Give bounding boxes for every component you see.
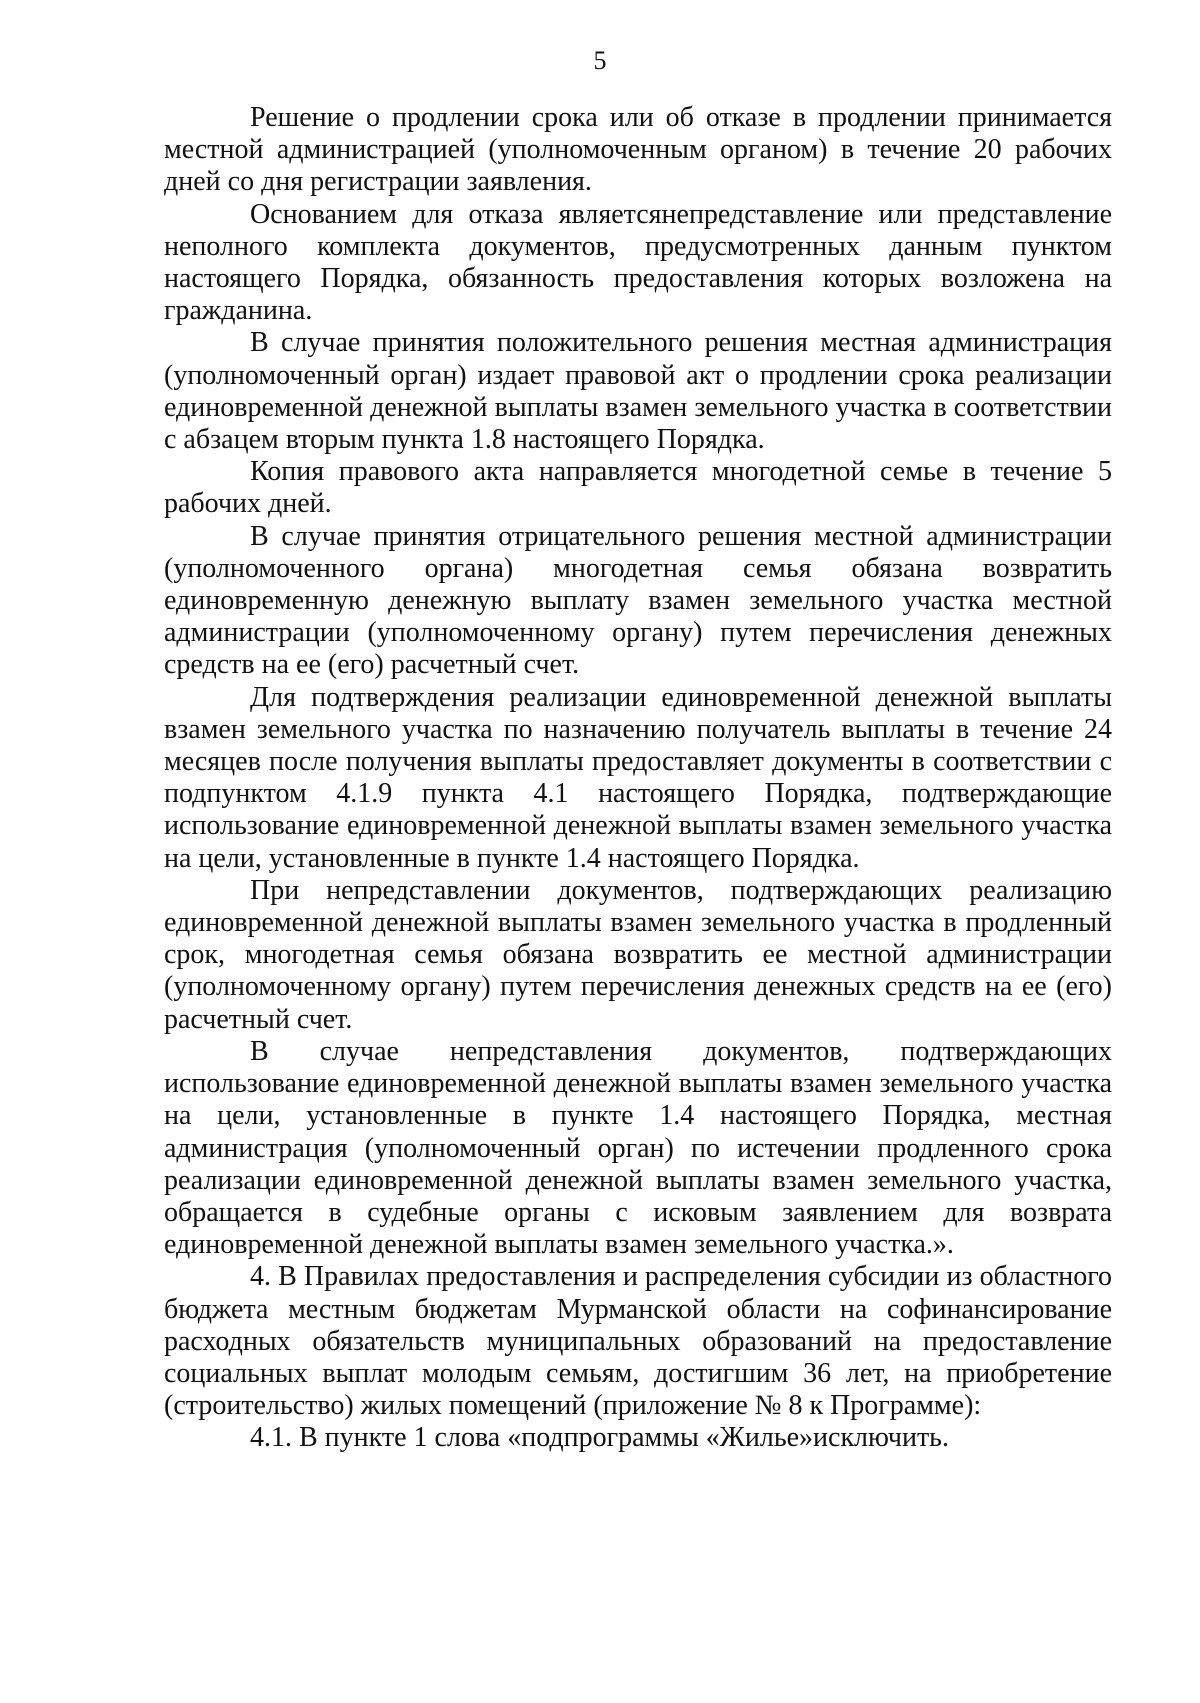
- page-number: 5: [593, 46, 607, 75]
- paragraph-extension-decision: Решение о продлении срока или об отказе в продлении принимается местной администрацией (уполномоченным органом) в течение 20 рабочих дней со дня регистрации заявления.: [164, 102, 1112, 198]
- paragraph-court-claim: В случае непредставления документов, подтверждающих использование единовременной денежной выплаты взамен земельного участка на цели, установленные в пункте 1.4 настоящего Порядка, местная администрация (уполномоченный орган) по истечении продленного срока реализации единовременной денежной выплаты взамен земельного участка, обращается в судебные органы с исковым заявлением для возврата единовременной денежной выплаты взамен земельного участка.».: [164, 1035, 1112, 1261]
- paragraph-confirmation: Для подтверждения реализации единовременной денежной выплаты взамен земельного участка по назначению получатель выплаты в течение 24 месяцев после получения выплаты предоставляет документы в соответствии с подпунктом 4.1.9 пункта 4.1 настоящего Порядка, подтверждающие использование единовременной денежной выплаты взамен земельного участка на цели, установленные в пункте 1.4 настоящего Порядка.: [164, 681, 1112, 874]
- paragraph-positive-decision: В случае принятия положительного решения местная администрация (уполномоченный орган) издает правовой акт о продлении срока реализации единовременной денежной выплаты взамен земельного участка в соответствии с абзацем вторым пункта 1.8 настоящего Порядка.: [164, 327, 1112, 456]
- paragraph-negative-decision: В случае принятия отрицательного решения местной администрации (уполномоченного органа) многодетная семья обязана возвратить единовременную денежную выплату взамен земельного участка местной администрации (уполномоченному органу) путем перечисления денежных средств на ее (его) расчетный счет.: [164, 520, 1112, 681]
- paragraph-refusal-grounds: Основанием для отказа являетсянепредставление или представление неполного комплекта документов, предусмотренных данным пунктом настоящего Порядка, обязанность предоставления которых возложена на гражданина.: [164, 198, 1112, 327]
- paragraph-act-copy: Копия правового акта направляется многодетной семье в течение 5 рабочих дней.: [164, 456, 1112, 520]
- paragraph-non-submission: При непредставлении документов, подтверждающих реализацию единовременной денежной выплаты взамен земельного участка в продленный срок, многодетная семья обязана возвратить ее местной администрации (уполномоченному органу) путем перечисления денежных средств на ее (его) расчетный счет.: [164, 874, 1112, 1035]
- paragraph-item-4: 4. В Правилах предоставления и распределения субсидии из областного бюджета местным бюджетам Мурманской области на софинансирование расходных обязательств муниципальных образований на предоставление социальных выплат молодым семьям, достигшим 36 лет, на приобретение (строительство) жилых помещений (приложение № 8 к Программе):: [164, 1261, 1112, 1422]
- document-body: [164, 102, 1112, 1455]
- paragraph-item-4-1: 4.1. В пункте 1 слова «подпрограммы «Жилье»исключить.: [250, 1422, 949, 1454]
